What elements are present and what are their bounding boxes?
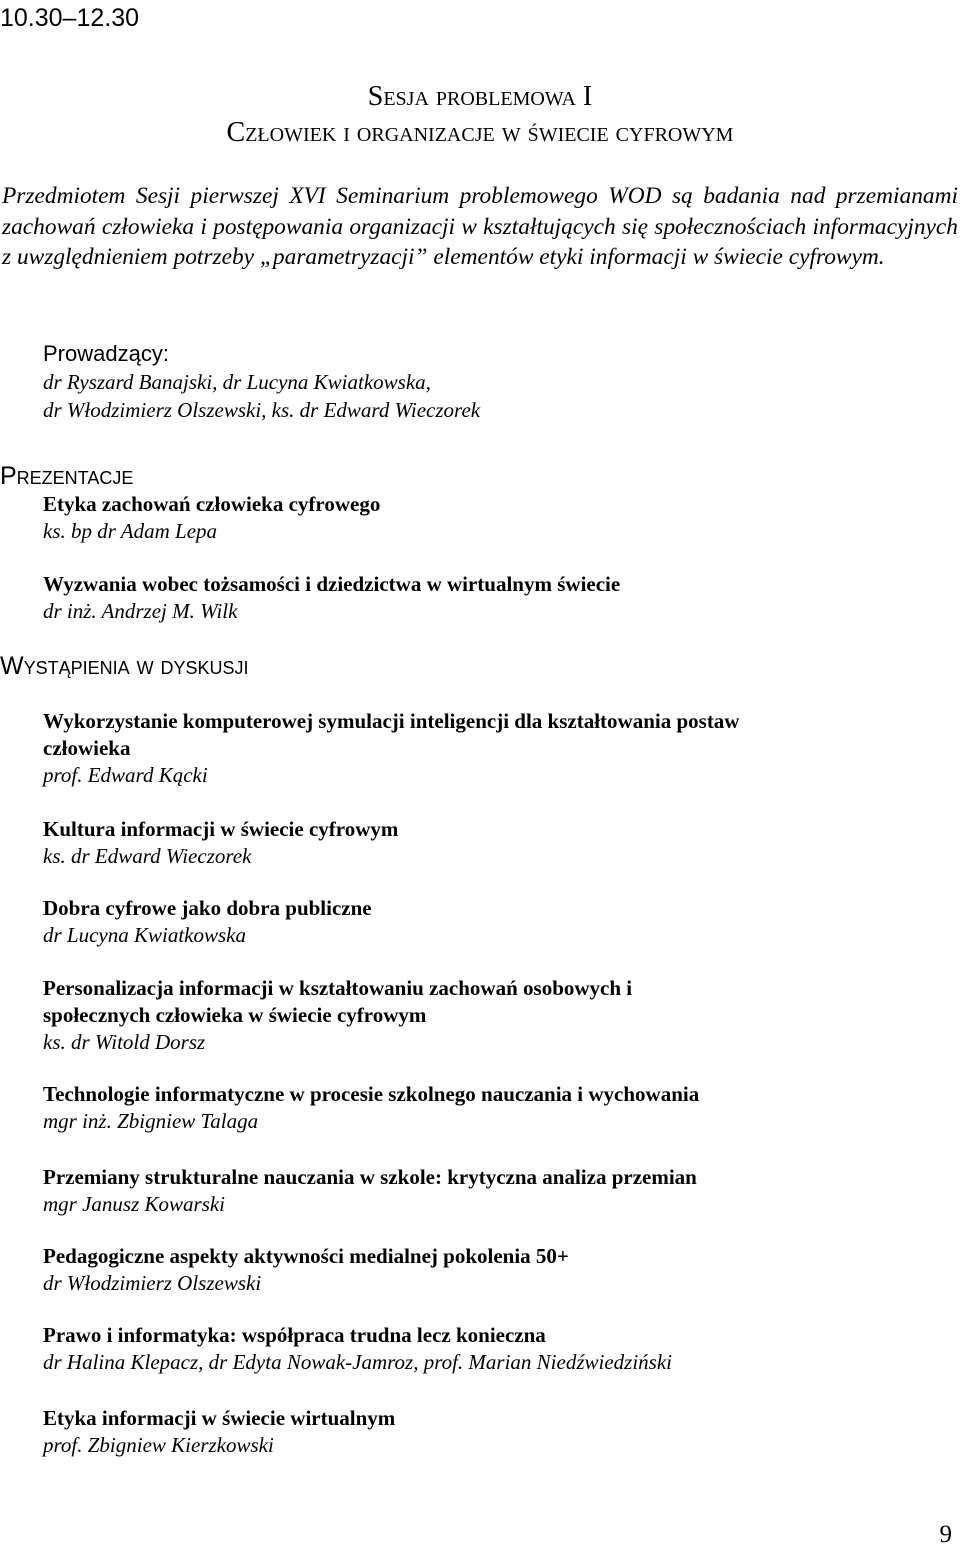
discussion-item [43, 1405, 943, 1459]
chairs-names-line-1: dr Ryszard Banajski, dr Lucyna Kwiatkowska, [43, 370, 431, 394]
discussion-item [43, 1164, 943, 1218]
session-description [2, 181, 958, 273]
discussion-item [43, 975, 743, 1056]
discussion-title: Technologie informatyczne w procesie szkolnego nauczania i wychowania [43, 1082, 700, 1106]
presentation-item [43, 491, 943, 545]
presentation-title: Wyzwania wobec tożsamości i dziedzictwa w wirtualnym świecie [43, 572, 621, 596]
discussion-title: Wykorzystanie komputerowej symulacji inteligencji dla kształtowania postaw człowieka [43, 709, 740, 760]
discussion-item [43, 1322, 943, 1376]
discussion-title: Prawo i informatyka: współpraca trudna lecz konieczna [43, 1323, 546, 1347]
discussion-author: dr Włodzimierz Olszewski [43, 1271, 262, 1295]
discussion-title: Personalizacja informacji w kształtowaniu zachowań osobowych i społecznych człowieka w świecie cyfrowym [43, 976, 633, 1027]
discussion-item [43, 816, 943, 870]
chairs-names-line-2: dr Włodzimierz Olszewski, ks. dr Edward Wieczorek [43, 398, 481, 422]
presentation-author: dr inż. Andrzej M. Wilk [43, 599, 238, 623]
discussion-item [43, 1081, 943, 1135]
session-time: 10.30–12.30 [0, 4, 140, 32]
discussion-author: mgr inż. Zbigniew Talaga [43, 1109, 259, 1133]
discussion-title: Pedagogiczne aspekty aktywności medialnej pokolenia 50+ [43, 1244, 569, 1268]
discussion-title: Kultura informacji w świecie cyfrowym [43, 817, 399, 841]
page-number: 9 [939, 1521, 952, 1548]
discussion-item [43, 895, 943, 949]
discussion-title: Dobra cyfrowe jako dobra publiczne [43, 896, 372, 920]
discussion-heading: Wystąpienia w dyskusji [0, 652, 249, 680]
discussion-author: dr Halina Klepacz, dr Edyta Nowak-Jamroz, prof. Marian Niedźwiedziński [43, 1350, 673, 1374]
discussion-item [43, 1243, 943, 1297]
discussion-title: Przemiany strukturalne nauczania w szkole: krytyczna analiza przemian [43, 1165, 697, 1189]
discussion-item [43, 708, 803, 789]
discussion-author: prof. Edward Kącki [43, 763, 208, 787]
session-title: Sesja problemowa I [367, 81, 593, 112]
discussion-author: prof. Zbigniew Kierzkowski [43, 1433, 274, 1457]
presentation-item [43, 571, 943, 625]
discussion-author: ks. dr Witold Dorsz [43, 1030, 206, 1054]
session-subtitle: Człowiek i organizacje w świecie cyfrowym [226, 117, 734, 148]
session-description-text: Przedmiotem Sesji pierwszej XVI Seminarium problemowego WOD są badania nad przemianami zachowań człowieka i postępowania organizacji w kształtujących się społecznościach informacyjnych z uwzględnieniem potrzeby „parametryzacji” elementów etyki informacji w świecie cyfrowym. [2, 183, 958, 270]
presentation-title: Etyka zachowań człowieka cyfrowego [43, 492, 381, 516]
presentation-author: ks. bp dr Adam Lepa [43, 519, 218, 543]
discussion-author: mgr Janusz Kowarski [43, 1192, 226, 1216]
discussion-author: ks. dr Edward Wieczorek [43, 844, 252, 868]
discussion-author: dr Lucyna Kwiatkowska [43, 923, 246, 947]
presentations-heading: Prezentacje [0, 462, 134, 490]
chairs-label: Prowadzący: [43, 341, 169, 366]
discussion-title: Etyka informacji w świecie wirtualnym [43, 1406, 396, 1430]
